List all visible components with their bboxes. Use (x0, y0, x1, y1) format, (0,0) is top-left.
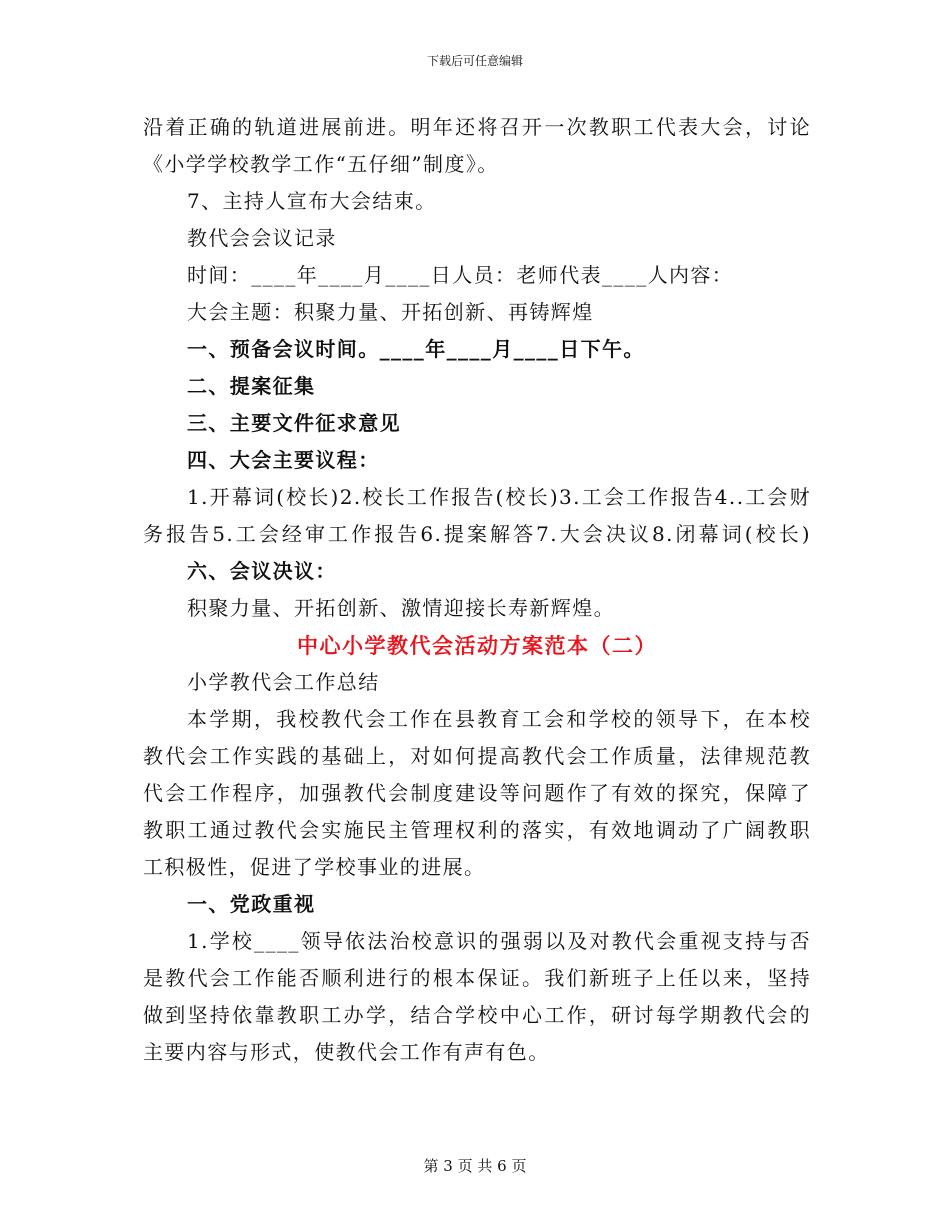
paragraph-line: 教职工通过教代会实施民主管理权利的落实，有效地调动了广阔教职 (143, 818, 811, 842)
paragraph-line: 本学期，我校教代会工作在县教育工会和学校的领导下，在本校 (187, 707, 811, 731)
paragraph-line: 积聚力量、开拓创新、激情迎接长寿新辉煌。 (187, 596, 615, 620)
paragraph-line: 1.学校____领导依法治校意识的强弱以及对教代会重视支持与否 (187, 929, 811, 953)
paragraph-line: 务报告5.工会经审工作报告6.提案解答7.大会决议8.闭幕词(校长) (143, 522, 811, 546)
page-footer: 第 3 页 共 6 页 (423, 1157, 527, 1175)
paragraph-line: 沿着正确的轨道进展前进。明年还将召开一次教职工代表大会，讨论 (143, 115, 811, 139)
paragraph-line: 教代会工作实践的基础上，对如何提高教代会工作质量，法律规范教 (143, 744, 811, 768)
section-heading: 六、会议决议： (187, 559, 337, 583)
paragraph-line: 《小学学校教学工作“五仔细”制度》。 (143, 152, 499, 176)
section-heading: 二、提案征集 (187, 374, 316, 398)
paragraph-line: 小学教代会工作总结 (187, 670, 380, 694)
section-heading: 一、党政重视 (187, 892, 316, 916)
paragraph-line: 主要内容与形式，使教代会工作有声有色。 (143, 1040, 550, 1064)
paragraph-line: 代会工作程序，加强教代会制度建设等问题作了有效的探究，保障了 (143, 781, 811, 805)
section-heading: 三、主要文件征求意见 (187, 411, 401, 435)
paragraph-line: 教代会会议记录 (187, 226, 337, 250)
section-heading: 一、预备会议时间。____年____月____日下午。 (187, 337, 645, 361)
paragraph-line: 是教代会工作能否顺利进行的根本保证。我们新班子上任以来，坚持 (143, 966, 811, 990)
section-heading: 四、大会主要议程： (187, 448, 380, 472)
document-body (143, 109, 811, 1071)
paragraph-line: 大会主题：积聚力量、开拓创新、再铸辉煌 (187, 300, 594, 324)
paragraph-line: 做到坚持依靠教职工办学，结合学校中心工作，研讨每学期教代会的 (143, 1003, 811, 1027)
paragraph-line: 工积极性，促进了学校事业的进展。 (143, 855, 486, 879)
paragraph-line: 时间：____年____月____日人员：老师代表____人内容： (187, 263, 734, 287)
page-header: 下载后可任意编辑 (426, 54, 523, 68)
paragraph-line: 1.开幕词(校长)2.校长工作报告(校长)3.工会工作报告4..工会财 (187, 485, 811, 509)
document-title: 中心小学教代会活动方案范本（二） (297, 633, 657, 658)
paragraph-line: 7、主持人宣布大会结束。 (187, 189, 437, 213)
